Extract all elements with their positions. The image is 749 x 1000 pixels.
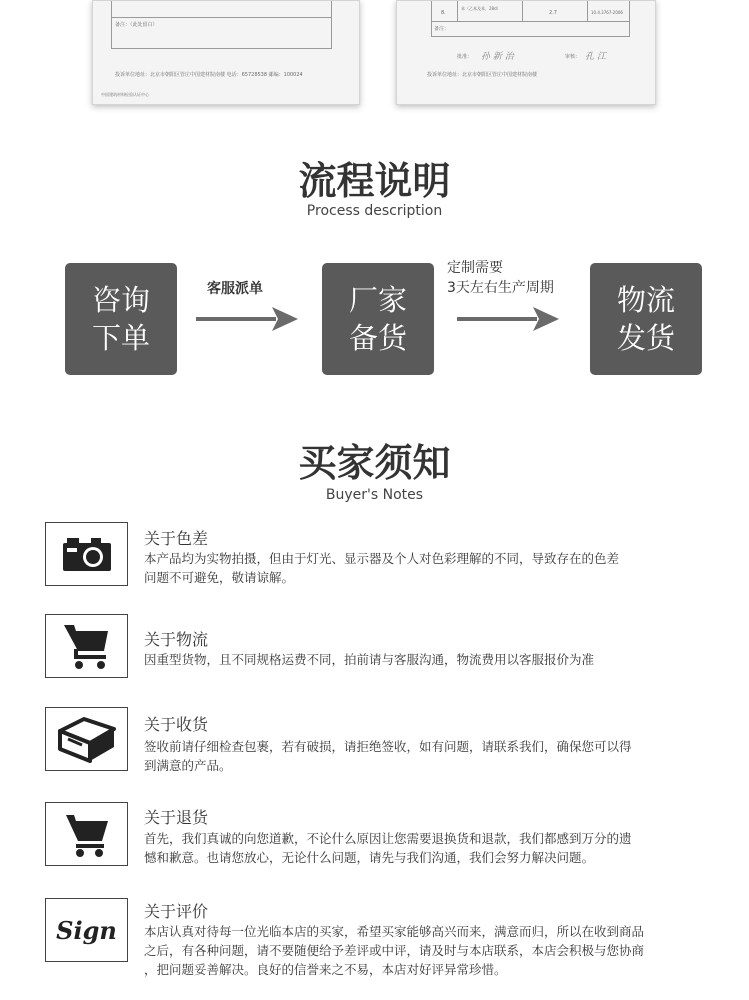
doc-right-row-val2: 10.4.3767-2006 bbox=[591, 10, 623, 15]
process-step-prepare bbox=[322, 263, 434, 375]
doc-right-signature1: 孙 新 治 bbox=[481, 52, 514, 62]
sign-icon-text: Sign bbox=[56, 915, 117, 945]
doc-right-row-name: 苯（乙苯及苯，28d） bbox=[461, 6, 501, 11]
note-review-line1: 本店认真对待每一位光临本店的买家，希望买家能够高兴而来，满意而归，所以在收到商品 bbox=[144, 924, 645, 939]
doc-left-footer: 投诉单位地址：北京市朝阳区管庄中国建材院南楼 电话：65728538 邮编：100024 bbox=[115, 72, 303, 78]
note-review-line2: 之后，有各种问题，请不要随便给予差评或中评，请及时与本店联系，本店会积极与您协商 bbox=[144, 943, 645, 958]
note-return-line2: 憾和歉意。也请您放心，无论什么问题，请先与我们沟通，我们会努力解决问题。 bbox=[144, 850, 595, 865]
note-review-line3: ，把问题妥善解决。良好的信誉来之不易，本店对好评异常珍惜。 bbox=[144, 962, 507, 977]
box-icon bbox=[45, 707, 128, 771]
doc-right-signature2: 孔 江 bbox=[585, 52, 606, 62]
sign-icon bbox=[45, 898, 128, 962]
arrow-right-icon bbox=[457, 303, 561, 335]
process-step-prepare-line1: 厂家 bbox=[348, 283, 407, 317]
note-color-title: 关于色差 bbox=[144, 529, 209, 548]
note-return-title: 关于退货 bbox=[144, 808, 209, 827]
doc-left-stamp: 中国建筑材料检验认证中心 bbox=[101, 92, 149, 97]
process-step-order-line2: 下单 bbox=[91, 321, 150, 355]
doc-right-sign-label1: 批准： bbox=[457, 54, 473, 60]
note-return-line1: 首先，我们真诚的向您道歉，不论什么原因让您需要退换货和退款，我们都感到万分的遗 bbox=[144, 831, 632, 846]
process-step-ship-line2: 发货 bbox=[616, 321, 675, 355]
note-logistics-line1: 因重型货物，且不同规格运费不同，拍前请与客服沟通，物流费用以客服报价为准 bbox=[144, 652, 595, 667]
arrow1-label: 客服派单 bbox=[207, 281, 263, 297]
note-receive-line1: 签收前请仔细检查包裹，若有破损，请拒绝签收，如有问题，请联系我们，确保您可以得 bbox=[144, 739, 632, 754]
note-review-title: 关于评价 bbox=[144, 902, 209, 921]
process-title: 流程说明 bbox=[298, 159, 451, 203]
note-receive-line2: 到满意的产品。 bbox=[144, 758, 232, 773]
process-step-ship-line1: 物流 bbox=[616, 283, 675, 317]
doc-right-note-label: 备注： bbox=[434, 26, 450, 32]
doc-left-row-label: 备注：（此处留白） bbox=[115, 22, 158, 28]
note-logistics-title: 关于物流 bbox=[144, 630, 209, 649]
process-step-order bbox=[65, 263, 177, 375]
doc-right-row-val1: 2.7 bbox=[549, 10, 557, 16]
arrow2-label-line2: 3天左右生产周期 bbox=[447, 280, 554, 296]
inspection-report-right-image bbox=[396, 0, 656, 105]
note-receive-title: 关于收货 bbox=[144, 715, 209, 734]
process-step-order-line1: 咨询 bbox=[91, 283, 150, 317]
arrow-right-icon bbox=[196, 303, 300, 335]
note-color-line2: 问题不可避免，敬请谅解。 bbox=[144, 570, 295, 585]
inspection-report-left-image bbox=[92, 0, 360, 105]
doc-right-row-num: 8. bbox=[441, 10, 446, 16]
cart-icon bbox=[45, 614, 128, 678]
cart-return-icon bbox=[45, 802, 128, 866]
process-subtitle: Process description bbox=[306, 203, 443, 219]
note-color-line1: 本产品均为实物拍摄，但由于灯光、显示器及个人对色彩理解的不同，导致存在的色差 bbox=[144, 551, 620, 566]
doc-right-sign-label2: 审核： bbox=[565, 54, 581, 60]
process-step-prepare-line2: 备货 bbox=[348, 321, 407, 355]
notes-title: 买家须知 bbox=[298, 441, 451, 485]
doc-right-footer: 投诉单位地址：北京市朝阳区管庄中国建材院南楼 bbox=[427, 72, 538, 78]
camera-icon bbox=[45, 522, 128, 586]
arrow2-label-line1: 定制需要 bbox=[447, 260, 503, 276]
process-step-ship bbox=[590, 263, 702, 375]
notes-subtitle: Buyer's Notes bbox=[325, 487, 424, 503]
